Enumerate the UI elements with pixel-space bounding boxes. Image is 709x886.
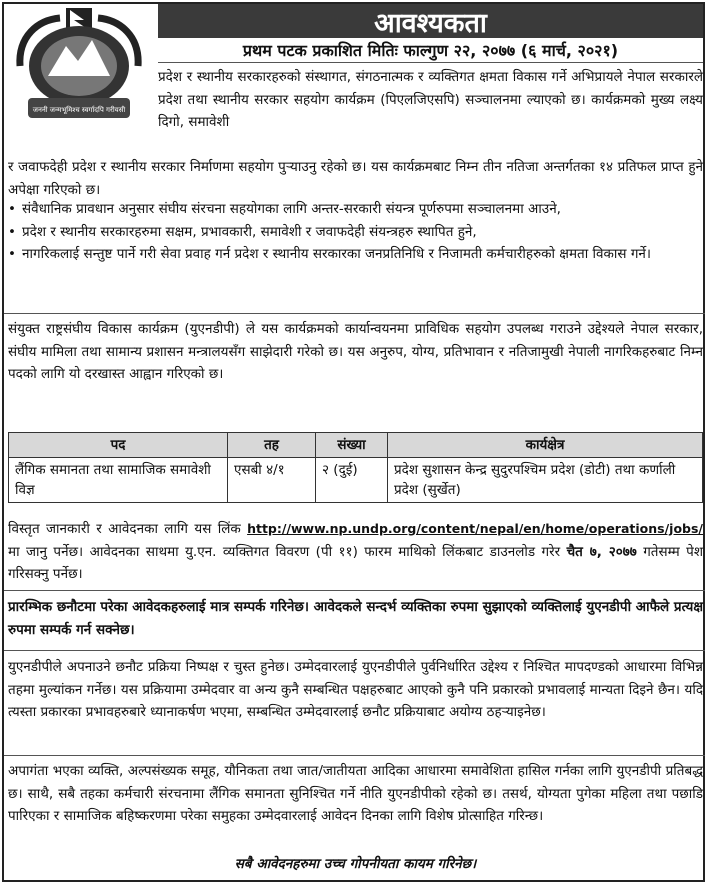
intro-paragraph-top: प्रदेश र स्थानीय सरकारहरुको संस्थागत, संगठनात्मक र व्यक्तिगत क्षमता विकास गर्ने अभिप्रायले नेपाल सरकारले प्रदेश तथा स्थानीय सरकार सहयोग कार्यक्रम (पिएलजिएसपि) सञ्चालनमा ल्याएको छ। कार्यक्रमको मुख्य लक्ष्य दिगो, समावेशी bbox=[158, 69, 703, 130]
shortlist-note: प्रारम्भिक छनौटमा परेका आवेदकहरुलाई मात्र सम्पर्क गरिनेछ। आवेदकले सन्दर्भ व्यक्तिका रुपमा सुझाएको व्यक्तिलाई युएनडीपी आफैले प्रत्यक्ष रुपमा सम्पर्क गर्न सक्नेछ। bbox=[8, 599, 703, 638]
divider bbox=[4, 650, 705, 651]
table-row bbox=[9, 458, 703, 503]
emblem-motto: जननी जन्मभूमिश्च स्वर्गादपि गरीयसी bbox=[32, 106, 126, 114]
jobs-link[interactable]: http://www.np.undp.org/content/nepal/en/home/operations/jobs/ bbox=[247, 521, 703, 536]
column-header: पद bbox=[9, 433, 228, 458]
table-cell: लैंगिक समानता तथा सामाजिक समावेशी विज्ञ bbox=[9, 458, 228, 503]
list-item: • नागरिकलाई सन्तुष्ट पार्ने गरी सेवा प्रवाह गर्न प्रदेश र स्थानीय सरकारका जनप्रतिनिधि र निजामती कर्मचारीहरुको क्षमता विकास गर्ने। bbox=[8, 243, 703, 266]
table-cell: एसबी ४/१ bbox=[228, 458, 316, 503]
table-cell: प्रदेश सुशासन केन्द्र सुदुरपश्चिम प्रदेश (डोटी) तथा कर्णाली प्रदेश (सुर्खेत) bbox=[388, 458, 703, 503]
vacancy-table bbox=[8, 432, 703, 503]
list-item: • प्रदेश र स्थानीय सरकारहरुमा सक्षम, प्रभावकारी, समावेशी र जवाफदेही संयन्त्रहरु स्थापित हुने, bbox=[8, 221, 703, 244]
divider bbox=[4, 590, 705, 591]
divider bbox=[4, 313, 705, 314]
column-header: संख्या bbox=[316, 433, 388, 458]
diversity-paragraph: अपागंता भएका व्यक्ति, अल्पसंख्यक समूह, यौनिकता तथा जात/जातीयता आदिका आधारमा समावेशिता हासिल गर्नका लागि युएनडीपी प्रतिबद्ध छ। साथै, सबै तहका कर्मचारी संरचनामा लैंगिक समानता सुनिश्चित गर्ने नीति युएनडीपीको रहेको छ। तसर्थ, योग्यता पुगेका महिला तथा पछाडि पारिएका र सामाजिक बहिष्करणमा परेका समुहका उम्मेदवारलाई आवेदन दिनका लागि विशेष प्रोत्साहित गरिन्छ। bbox=[8, 763, 703, 824]
divider bbox=[4, 755, 705, 756]
list-item: • संवैधानिक प्रावधान अनुसार संघीय संरचना सहयोगका लागि अन्तर-सरकारी संयन्त्र पूर्णरुपमा सञ्चालनमा आउने, bbox=[8, 198, 703, 221]
deadline: चैत ७, २०७७ bbox=[566, 543, 637, 560]
apply-text: मा जानु पर्नेछ। आवेदनका साथमा यु.एन. व्यक्तिगत विवरण (पी ११) फारम माथिको लिंकबाट डाउनलोड गरेर bbox=[8, 543, 567, 560]
apply-text: विस्तृत जानकारी र आवेदनका लागि यस लिंक bbox=[8, 521, 248, 537]
confidentiality-footer: सबै आवेदनहरुमा उच्च गोपनीयता कायम गरिनेछ। bbox=[234, 856, 477, 872]
table-cell: २ (दुई) bbox=[316, 458, 388, 503]
table-header-row bbox=[9, 433, 703, 458]
column-header: कार्यक्षेत्र bbox=[388, 433, 703, 458]
outcome-list bbox=[8, 198, 703, 266]
intro-paragraph-bottom: र जवाफदेही प्रदेश र स्थानीय सरकार निर्माणमा सहयोग पुऱ्याउनु रहेको छ। यस कार्यक्रमबाट निम्न तीन नतिजा अन्तर्गतका १४ प्रतिफल प्राप्त हुने अपेक्षा गरिएको छ। bbox=[8, 159, 703, 198]
publication-date: प्रथम पटक प्रकाशित मितिः फाल्गुण २२, २०७७ (६ मार्च, २०२१) bbox=[158, 38, 703, 63]
nepal-government-emblem-icon bbox=[8, 6, 150, 132]
undp-paragraph: संयुक्त राष्ट्रसंघीय विकास कार्यक्रम (युएनडीपी) ले यस कार्यक्रमको कार्यान्वयनमा प्राविधिक सहयोग उपलब्ध गराउने उद्देश्यले नेपाल सरकार, संघीय मामिला तथा सामान्य प्रशासन मन्त्रालयसँग साझेदारी गरेको छ। यस अनुरुप, योग्य, प्रतिभावान र नतिजामुखी नेपाली नागरिकहरुबाट निम्न पदको लागि यो दरखास्त आह्वान गरिएको छ। bbox=[8, 321, 703, 382]
selection-process-paragraph: युएनडीपीले अपनाउने छनौट प्रक्रिया निष्पक्ष र चुस्त हुनेछ। उम्मेदवारलाई युएनडीपीले पुर्वनिर्धारित उद्देश्य र निश्चित मापदण्डको आधारमा विभिन्न तहमा मुल्यांकन गर्नेछ। यस प्रक्रियामा उम्मेदवार वा अन्य कुनै सम्बन्धित पक्षहरुबाट आएको कुनै पनि प्रकारको प्रभावलाई मान्यता दिइने छैन। यदि त्यस्ता प्रकारका प्रभावहरुबारे ध्यानाकर्षण भएमा, सम्बन्धित उम्मेदवारलाई छनौट प्रक्रियाबाट अयोग्य ठहऱ्याइनेछ। bbox=[8, 659, 703, 720]
column-header: तह bbox=[228, 433, 316, 458]
apply-paragraph bbox=[8, 518, 703, 586]
page-title: आवश्यकता bbox=[158, 4, 703, 38]
apply-text: गतेसम्म पेश गरिसक्नु पर्नेछ। bbox=[8, 543, 704, 582]
